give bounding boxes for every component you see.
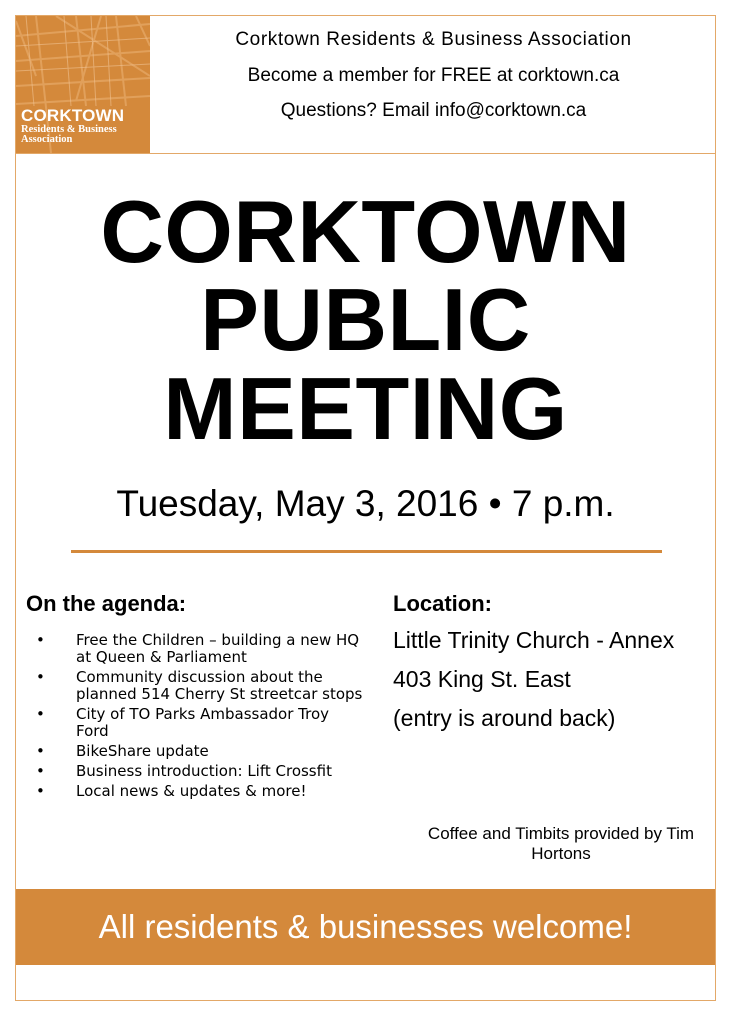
bullet-icon: • [36,762,45,780]
agenda-heading: On the agenda: [26,591,187,616]
refreshments-note: Coffee and Timbits provided by Tim Hortons [427,824,695,863]
membership-text: Become a member for FREE at corktown.ca [247,65,620,86]
logo-subtitle: Residents & Business Association [21,124,117,145]
agenda-item [36,783,366,800]
bullet-icon: • [36,705,45,723]
agenda-item-text: Community discussion about the planned 514 Cherry St streetcar stops [76,668,363,703]
agenda-item [36,763,366,780]
agenda-item-text: Local news & updates & more! [76,782,307,800]
bullet-icon: • [36,631,45,649]
header [16,16,715,154]
agenda-item-text: BikeShare update [76,742,209,760]
bullet-icon: • [36,782,45,800]
bullet-icon: • [36,668,45,686]
flyer [15,15,716,1001]
agenda-item-text: Free the Children – building a new HQ at Queen & Parliament [76,631,360,666]
contact-text: Questions? Email info@corktown.ca [280,100,587,121]
org-name: Corktown Residents & Business Association [235,29,632,50]
title-line-3: MEETING [163,359,568,458]
corktown-logo [16,16,150,153]
meeting-date: Tuesday, May 3, 2016 • 7 p.m. [116,483,615,524]
welcome-banner: All residents & businesses welcome! [16,889,715,965]
agenda-list [36,632,366,803]
bullet-icon: • [36,742,45,760]
agenda-item-text: City of TO Parks Ambassador Troy Ford [76,705,330,740]
agenda-item-text: Business introduction: Lift Crossfit [76,762,332,780]
location-address: 403 King St. East [393,666,571,692]
divider [71,550,662,553]
agenda-item [36,706,366,740]
title-line-1: CORKTOWN [100,182,631,281]
agenda-item [36,669,366,703]
title-line-2: PUBLIC [200,270,531,369]
location-note: (entry is around back) [393,705,616,731]
location-heading: Location: [393,591,492,616]
location-venue: Little Trinity Church - Annex [393,627,675,653]
agenda-item [36,743,366,760]
agenda-item [36,632,366,666]
logo-title: CORKTOWN [21,106,125,125]
